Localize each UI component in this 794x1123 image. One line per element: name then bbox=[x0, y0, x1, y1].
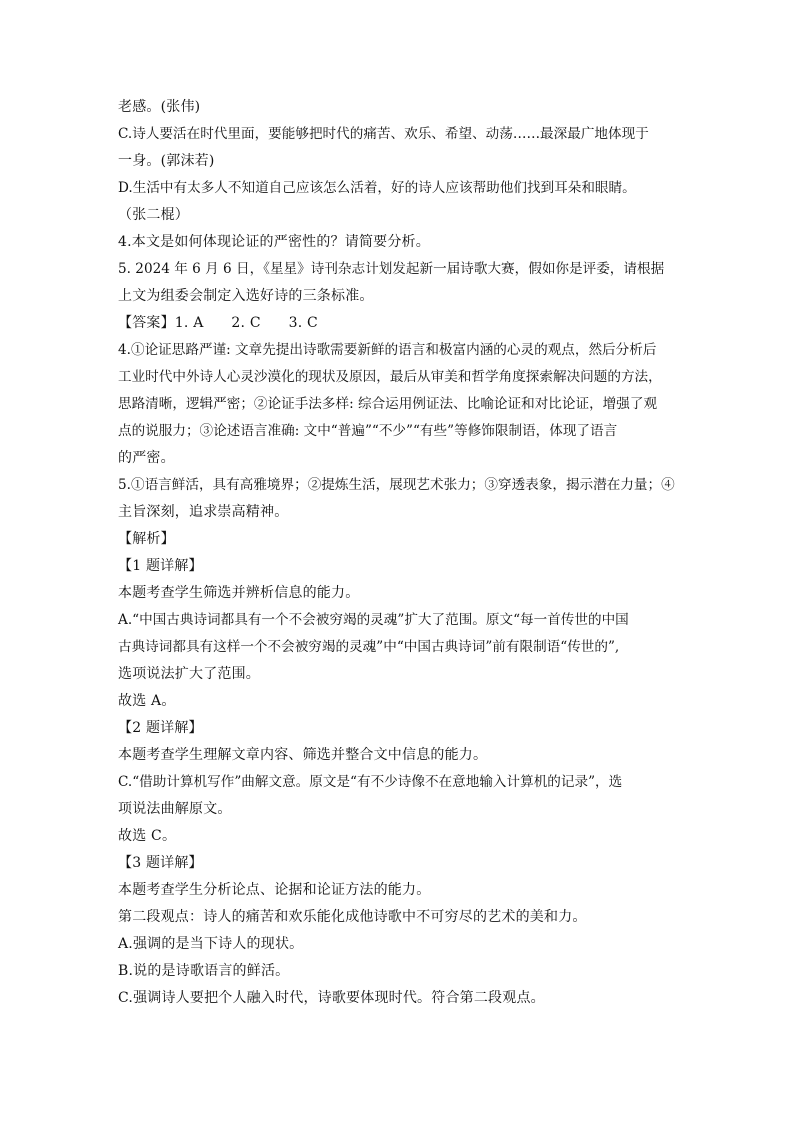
question-5: 5. 2024 年 6 月 6 日，《星星》诗刊杂志计划发起新一届诗歌大赛，假如你是评委，请根据 bbox=[118, 261, 665, 277]
detail-heading-3: 【3 题详解】 bbox=[118, 855, 203, 871]
text-line: A.强调的是当下诗人的现状。 bbox=[118, 936, 304, 952]
text-line: 项说法曲解原文。 bbox=[118, 801, 232, 817]
analysis-heading: 【解析】 bbox=[118, 531, 175, 547]
text-line: C.诗人要活在时代里面，要能够把时代的痛苦、欢乐、希望、动荡……最深最广地体现于 bbox=[118, 126, 649, 142]
text-line: 的严密。 bbox=[118, 450, 175, 466]
text-line: 5.①语言鲜活，具有高雅境界；②提炼生活，展现艺术张力；③穿透表象，揭示潜在力量；④ bbox=[118, 477, 675, 493]
answer-heading: 【答案】1. A 2. C 3. C bbox=[118, 315, 318, 331]
text-line: 本题考查学生筛选并辨析信息的能力。 bbox=[118, 585, 360, 601]
text-line: 老感。(张伟) bbox=[118, 99, 201, 115]
detail-heading-1: 【1 题详解】 bbox=[118, 558, 203, 574]
text-line: 点的说服力；③论述语言准确: 文中“普遍”“不少”“有些”等修饰限制语，体现了语言 bbox=[118, 423, 618, 439]
text-line: C.强调诗人要把个人融入时代，诗歌要体现时代。符合第二段观点。 bbox=[118, 990, 545, 1006]
text-line: 故选 A。 bbox=[118, 693, 176, 709]
detail-heading-2: 【2 题详解】 bbox=[118, 720, 203, 736]
text-line: 本题考查学生分析论点、论据和论证方法的能力。 bbox=[118, 882, 431, 898]
text-line: B.说的是诗歌语言的鲜活。 bbox=[118, 963, 290, 979]
question-4: 4.本文是如何体现论证的严密性的？请简要分析。 bbox=[118, 234, 430, 250]
text-line: 古典诗词都具有这样一个不会被穷竭的灵魂”中“中国古典诗词”前有限制语“传世的”, bbox=[118, 639, 620, 655]
text-line: 工业时代中外诗人心灵沙漠化的现状及原因，最后从审美和哲学角度探索解决问题的方法， bbox=[118, 369, 662, 385]
text-line: 上文为组委会制定入选好诗的三条标准。 bbox=[118, 288, 374, 304]
text-line: 选项说法扩大了范围。 bbox=[118, 666, 260, 682]
document-body bbox=[118, 94, 698, 1012]
text-line: A.“中国古典诗词都具有一个不会被穷竭的灵魂”扩大了范围。原文“每一首传世的中国 bbox=[118, 612, 629, 628]
text-line: 故选 C。 bbox=[118, 828, 177, 844]
text-line: 一身。(郭沫若) bbox=[118, 153, 215, 169]
text-line: C.“借助计算机写作”曲解文意。原文是“有不少诗像不在意地输入计算机的记录”，选 bbox=[118, 774, 623, 790]
text-line: D.生活中有太多人不知道自己应该怎么活着，好的诗人应该帮助他们找到耳朵和眼睛。 bbox=[118, 180, 636, 196]
text-line: 思路清晰，逻辑严密；②论证手法多样: 综合运用例证法、比喻论证和对比论证，增强了观 bbox=[118, 396, 658, 412]
text-line: 主旨深刻，追求崇高精神。 bbox=[118, 504, 289, 520]
text-line: （张二棍） bbox=[118, 207, 189, 223]
text-line: 本题考查学生理解文章内容、筛选并整合文中信息的能力。 bbox=[118, 747, 488, 763]
text-line: 第二段观点：诗人的痛苦和欢乐能化成他诗歌中不可穷尽的艺术的美和力。 bbox=[118, 909, 587, 925]
text-line: 4.①论证思路严谨: 文章先提出诗歌需要新鲜的语言和极富内涵的心灵的观点，然后分析后 bbox=[118, 342, 657, 358]
